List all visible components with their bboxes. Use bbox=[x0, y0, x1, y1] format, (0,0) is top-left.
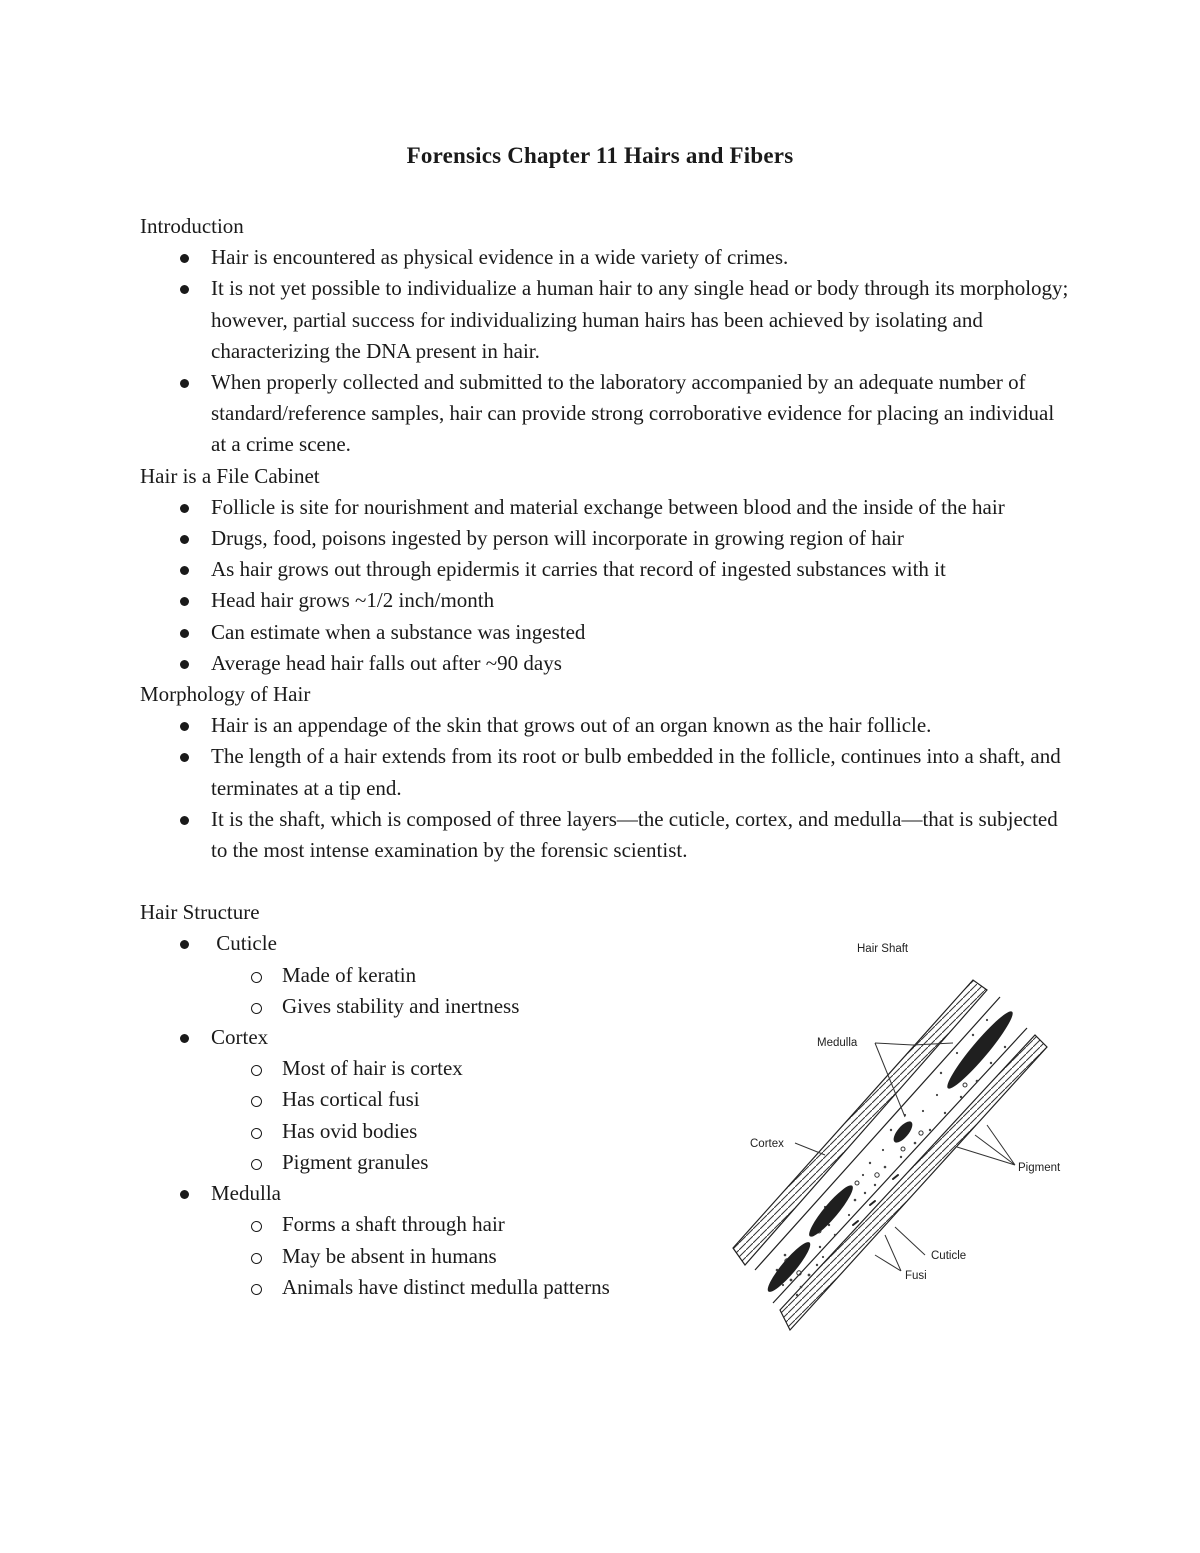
list-item-label: Medulla bbox=[211, 1181, 281, 1206]
list-item: Head hair grows ~1/2 inch/month bbox=[211, 585, 1070, 616]
pigment-label: Pigment bbox=[1018, 1162, 1061, 1174]
list-item-medulla bbox=[211, 1178, 700, 1303]
list-item: It is not yet possible to individualize a human hair to any single head or body through its morphology; however, partial success for individualizing human hairs has been achieved by isolating and characterizing the DNA present in hair. bbox=[211, 273, 1070, 367]
morphology-list bbox=[140, 710, 1070, 866]
cuticle-label: Cuticle bbox=[931, 1250, 967, 1262]
list-item: When properly collected and submitted to the laboratory accompanied by an adequate number of standard/reference samples, hair can provide strong corroborative evidence for placing an individual at a crime scene. bbox=[211, 367, 1070, 461]
introduction-list bbox=[140, 242, 1070, 460]
list-item: It is the shaft, which is composed of three layers—the cuticle, cortex, and medulla—that is subjected to the most intense examination by the forensic scientist. bbox=[211, 804, 1070, 866]
fusi-label: Fusi bbox=[905, 1270, 927, 1282]
hair-structure-section bbox=[140, 897, 700, 1303]
cuticle-band-lower bbox=[780, 1035, 1047, 1330]
section-heading-introduction: Introduction bbox=[140, 214, 244, 238]
file-cabinet-list bbox=[140, 492, 1070, 679]
list-item: Hair is an appendage of the skin that grows out of an organ known as the hair follicle. bbox=[211, 710, 1070, 741]
sub-list-item: Most of hair is cortex bbox=[282, 1053, 700, 1084]
figure-title: Hair Shaft bbox=[857, 943, 909, 955]
cuticle-band-upper bbox=[733, 980, 987, 1265]
list-item-cortex bbox=[211, 1022, 700, 1178]
list-item: Hair is encountered as physical evidence in a wide variety of crimes. bbox=[211, 242, 1070, 273]
list-item: Average head hair falls out after ~90 days bbox=[211, 648, 1070, 679]
list-item: The length of a hair extends from its root or bulb embedded in the follicle, continues into a shaft, and terminates at a tip end. bbox=[211, 741, 1070, 803]
medulla-label: Medulla bbox=[817, 1037, 858, 1049]
sub-list bbox=[211, 1053, 700, 1178]
blank-line bbox=[140, 866, 1070, 897]
sub-list-item: Pigment granules bbox=[282, 1147, 700, 1178]
sub-list-item: Has ovid bodies bbox=[282, 1116, 700, 1147]
list-item-label: Cuticle bbox=[211, 931, 277, 956]
hair-shaft-diagram bbox=[725, 935, 1065, 1350]
medulla-segment bbox=[890, 1119, 915, 1146]
sub-list bbox=[211, 1209, 700, 1303]
list-item: Can estimate when a substance was ingested bbox=[211, 617, 1070, 648]
cortex-label: Cortex bbox=[750, 1138, 784, 1150]
sub-list-item: Has cortical fusi bbox=[282, 1084, 700, 1115]
structure-list bbox=[140, 928, 700, 1302]
list-item-cuticle bbox=[211, 928, 700, 1022]
page-title: Forensics Chapter 11 Hairs and Fibers bbox=[406, 143, 794, 168]
section-heading-morphology: Morphology of Hair bbox=[140, 682, 311, 707]
list-item: As hair grows out through epidermis it carries that record of ingested substances with it bbox=[211, 554, 1070, 585]
sub-list-item: Gives stability and inertness bbox=[282, 991, 700, 1022]
sub-list-item: May be absent in humans bbox=[282, 1241, 700, 1272]
list-item: Follicle is site for nourishment and material exchange between blood and the inside of the hair bbox=[211, 492, 1070, 523]
list-item-label: Cortex bbox=[211, 1025, 269, 1050]
sub-list-item: Forms a shaft through hair bbox=[282, 1209, 700, 1240]
sub-list bbox=[211, 960, 700, 1022]
list-item: Drugs, food, poisons ingested by person will incorporate in growing region of hair bbox=[211, 523, 1070, 554]
sub-list-item: Animals have distinct medulla patterns bbox=[282, 1272, 700, 1303]
section-heading-file-cabinet: Hair is a File Cabinet bbox=[140, 463, 320, 488]
sub-list-item: Made of keratin bbox=[282, 960, 700, 991]
medulla-segment bbox=[804, 1181, 857, 1241]
section-heading-structure: Hair Structure bbox=[140, 900, 260, 925]
